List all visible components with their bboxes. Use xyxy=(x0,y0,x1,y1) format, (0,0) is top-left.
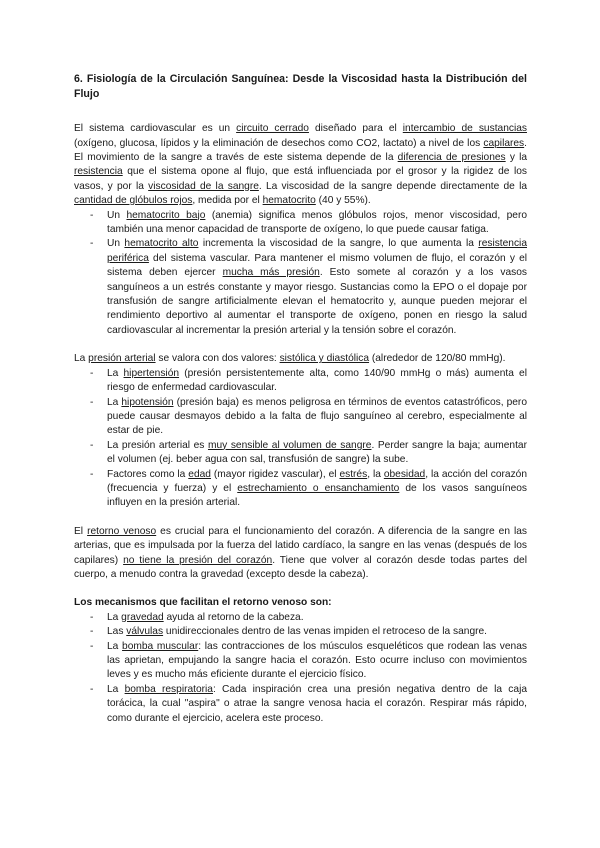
list-item: - La hipertensión (presión persistentemente alta, como 140/90 mmHg o más) aumenta el riesgo de enfermedad cardiovascular. xyxy=(74,367,527,396)
list-item: - Un hematocrito alto incrementa la viscosidad de la sangre, lo que aumenta la resistencia periférica del sistema vascular. Para mantener el mismo volumen de flujo, el corazón y el sistema deben ejercer mucha más presión. Esto somete al corazón y a los vasos sanguíneos a un estrés constante y mayor riesgo. Sustancias como la EPO o el dopaje por transfusión de sangre artificialmente elevan el hematocrito y, aunque pueden mejorar el rendimiento deportivo al aumentar el transporte de oxígeno, ponen en riesgo la salud cardiovascular al incrementar la presión arterial y la tensión sobre el corazón. xyxy=(74,237,527,338)
spacer xyxy=(74,511,527,525)
list-item: - La hipotensión (presión baja) es menos peligrosa en términos de eventos catastróficos, pero puede causar desmayos debido a la falta de flujo sanguíneo al cerebro, especialmente al estar de pie. xyxy=(74,396,527,439)
paragraph-viscosity: El sistema cardiovascular es un circuito cerrado diseñado para el intercambio de sustancias (oxígeno, glucosa, lípidos y la eliminación de desechos como CO2, lactato) a nivel de los capilares. El movimiento de la sangre a través de este sistema depende de la diferencia de presiones y la resistencia que el sistema opone al flujo, que está influenciada por el grosor y la rigidez de los vasos, y por la viscosidad de la sangre. La viscosidad de la sangre depende directamente de la cantidad de glóbulos rojos, medida por el hematocrito (40 y 55%). xyxy=(74,123,527,207)
mechanisms-list xyxy=(74,611,527,726)
list-item: - La presión arterial es muy sensible al volumen de sangre. Perder sangre la baja; aumentar el volumen (ej. beber agua con sal, transfusión de sangre) la sube. xyxy=(74,439,527,468)
hematocrit-list xyxy=(74,209,527,339)
list-item: - Un hematocrito bajo (anemia) significa menos glóbulos rojos, menor viscosidad, pero también una menor capacidad de transporte de oxígeno, lo que puede causar fatiga. xyxy=(74,209,527,238)
list-item: - La bomba respiratoria: Cada inspiración crea una presión negativa dentro de la caja torácica, la cual "aspira" o atrae la sangre venosa hacia el corazón. Respirar más rápido, como durante el ejercicio, acelera este proceso. xyxy=(74,683,527,726)
list-item: - La bomba muscular: las contracciones de los músculos esqueléticos que rodean las venas las aprietan, empujando la sangre hacia el corazón. Esto ocurre incluso con movimientos leves y es mucho más eficiente durante el ejercicio físico. xyxy=(74,640,527,683)
paragraph-venous-return: El retorno venoso es crucial para el funcionamiento del corazón. A diferencia de la sangre en las arterias, que es impulsada por la fuerza del latido cardíaco, la sangre en las venas (después de los capilares) no tiene la presión del corazón. Tiene que volver al corazón desde todas partes del cuerpo, a menudo contra la gravedad (excepto desde la cabeza). xyxy=(74,525,527,580)
spacer xyxy=(74,338,527,352)
list-item: - Factores como la edad (mayor rigidez vascular), el estrés, la obesidad, la acción del corazón (frecuencia y fuerza) y el estrechamiento o ensanchamiento de los vasos sanguíneos influyen en la presión arterial. xyxy=(74,468,527,511)
mechanisms-heading: Los mecanismos que facilitan el retorno venoso son: xyxy=(74,597,332,609)
document-body xyxy=(74,72,527,726)
list-item: - Las válvulas unidireccionales dentro de las venas impiden el retroceso de la sangre. xyxy=(74,625,527,639)
paragraph-blood-pressure: La presión arterial se valora con dos valores: sistólica y diastólica (alrededor de 120/80 mmHg). xyxy=(74,353,506,365)
list-item: - La gravedad ayuda al retorno de la cabeza. xyxy=(74,611,527,625)
spacer xyxy=(74,582,527,596)
pressure-list xyxy=(74,367,527,511)
section-title: 6. Fisiología de la Circulación Sanguínea: Desde la Viscosidad hasta la Distribución del Flujo xyxy=(74,73,527,100)
